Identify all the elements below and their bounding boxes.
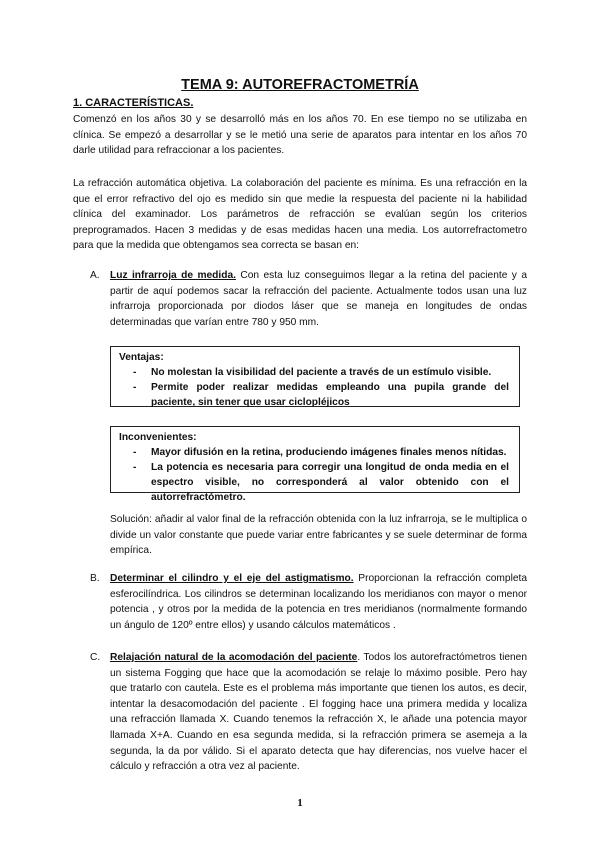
list-letter: B. (90, 573, 100, 584)
ventaja-text: No molestan la visibilidad del paciente a través de un estímulo visible. (151, 367, 492, 378)
inconveniente-text: Mayor difusión en la retina, produciendo imágenes finales menos nítidas. (151, 447, 507, 458)
list-item-b (90, 571, 527, 633)
inconvenientes-box (110, 426, 520, 503)
inconvenientes-label: Inconvenientes: (119, 432, 197, 443)
list-item-text (110, 571, 527, 633)
list-letter: C. (90, 652, 101, 663)
list-item-text (110, 650, 527, 775)
intro-paragraph: Comenzó en los años 30 y se desarrolló más en los años 70. En ese tiempo no se utilizaba en clínica. Se empezó a desarrollar y se le metió una serie de aparatos para intentar en los años 70 darle utilidad para refraccionar a los pacientes. (73, 114, 527, 157)
list-item (119, 380, 509, 410)
list-letter: A. (90, 270, 100, 281)
refraction-paragraph: La refracción automática objetiva. La colaboración del paciente es mínima. Es una refracción en la que el error refractivo del ojo es medido sin que medie la respuesta del paciente ni la habilidad clínica del examinador. Los parámetros de refracción se evalúan según los criterios preprogramados. Hacen 3 medidas y de esas medidas hacen una media. Los autorrefractometro para que la medida que obtengamos sea correcta se basan en: (73, 178, 527, 252)
inconveniente-text: La potencia es necesaria para corregir una longitud de onda media en el espectro visible, no corresponderá al valor obtenido con el autorrefractómetro. (151, 462, 509, 503)
list-item-body: . Todos los autorefractómetros tienen un sistema Fogging que hace que la acomodación se relaje lo máximo posible. Pero hay que tratarlo con cautela. Este es el problema más importante que tienen los autos, es decir, intentar la desacomodación del paciente . El fogging hace una primera medida y localiza una refracción llamada X. Cuando tenemos la refracción X, le añade una potencia mayor llamada X+A. Cuando en esa segunda medida, si la refracción primera se asemeja a la segunda, la da por válido. Si el aparato detecta que hay diferencias, nos vuelve hacer el cálculo y refracción a otra vez al paciente. (110, 652, 527, 773)
dash-bullet: - (133, 382, 137, 393)
list-item (119, 445, 509, 460)
list-item-body: Con esta luz conseguimos llegar a la retina del paciente y a partir de aquí podemos sacar la refracción del paciente. Actualmente todos usan una luz infrarroja proporcionada por diodos láser que se maneja en longitudes de ondas determinadas que varían entre 780 y 950 mm. (110, 270, 527, 328)
section-heading: 1. CARACTERÍSTICAS. (73, 97, 194, 109)
inconvenientes-list (119, 445, 509, 505)
list-item (119, 460, 509, 505)
list-item-c (90, 650, 527, 775)
dash-bullet: - (133, 447, 137, 458)
ventaja-text: Permite poder realizar medidas empleando una pupila grande del paciente, sin tener que usar ciclopléjicos (151, 382, 509, 408)
list-item (119, 365, 509, 380)
page-number: 1 (297, 797, 303, 809)
solucion-paragraph: Solución: añadir al valor final de la refracción obtenida con la luz infrarroja, se le multiplica o divide un valor constante que puede variar entre fabricantes y se suele determinar de forma empírica. (110, 514, 527, 557)
dash-bullet: - (133, 462, 137, 473)
document-title: TEMA 9: AUTOREFRACTOMETRÍA (181, 77, 419, 93)
list-item-heading: Determinar el cilindro y el eje del astigmatismo. (110, 573, 354, 584)
list-item-a (90, 268, 527, 330)
dash-bullet: - (133, 367, 137, 378)
list-item-text (110, 268, 527, 330)
list-item-heading: Relajación natural de la acomodación del paciente (110, 652, 358, 663)
list-item-heading: Luz infrarroja de medida. (110, 270, 236, 281)
list-item-body: Proporcionan la refracción completa esferocilíndrica. Los cilindros se determinan localizando los meridianos con mayor o menor potencia , y otros por la medida de la potencia en tres meridianos (normalmente formando un ángulo de 120º entre ellos) y usando cálculos matemáticos . (110, 573, 527, 631)
ventajas-box (110, 346, 520, 407)
ventajas-label: Ventajas: (119, 352, 164, 363)
ventajas-list (119, 365, 509, 410)
